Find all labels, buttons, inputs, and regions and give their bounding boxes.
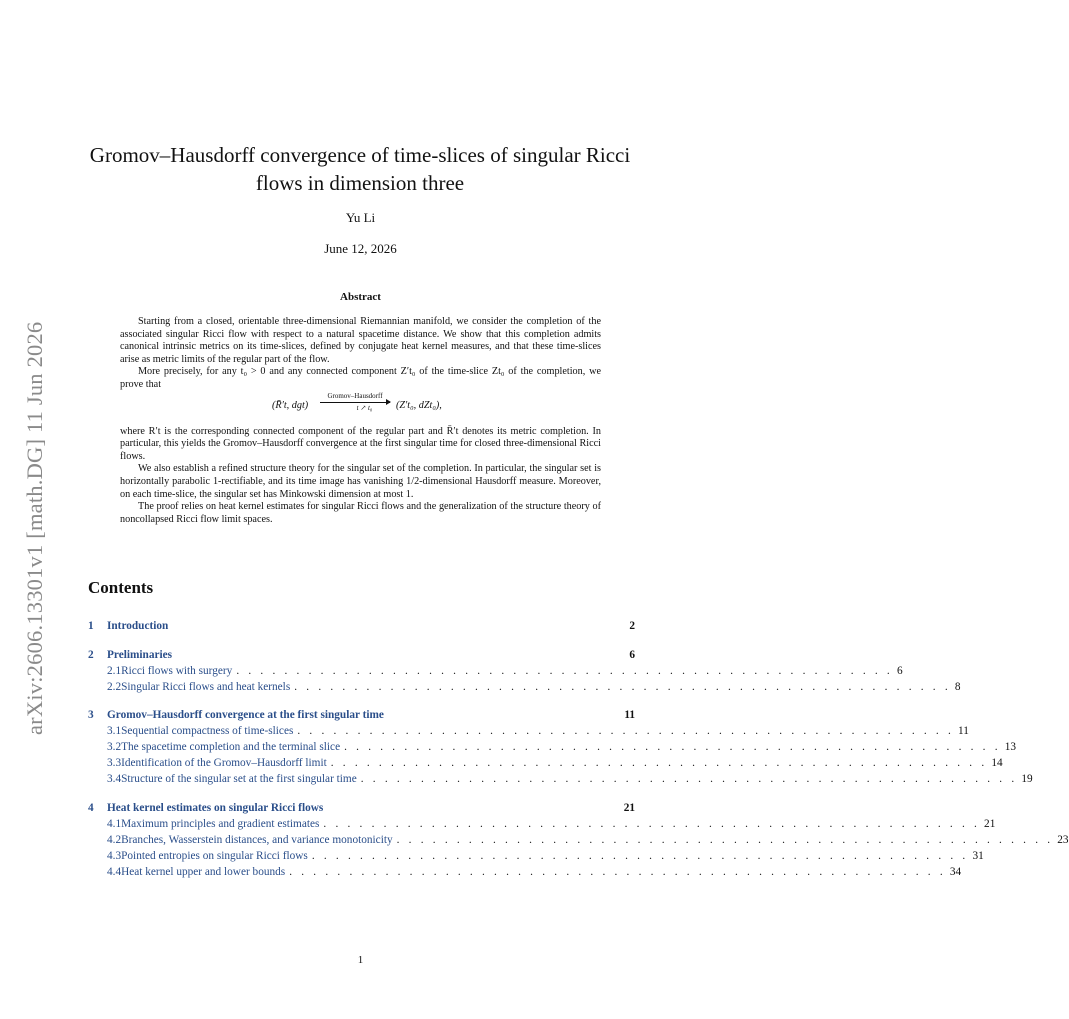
toc-section-3[interactable] xyxy=(88,707,635,723)
toc-leader-dots: . . . . . . . . . . . . . . . . . . . . . . . . . . . . . . . . . . . . . . . . . . . . . . . . . . . . . . . xyxy=(297,725,954,737)
abstract-paragraph-2: More precisely, for any t₀ > 0 and any connected component Z′t₀ of the time-slice Zt₀ of the completion, we prove that xyxy=(120,366,601,390)
toc-subsection-title[interactable]: Heat kernel upper and lower bounds xyxy=(121,865,286,878)
toc-leader-dots: . . . . . . . . . . . . . . . . . . . . . . . . . . . . . . . . . . . . . . . . . . . . . . . . . . . . . . . xyxy=(311,849,969,862)
toc-subsection-page[interactable]: 19 xyxy=(1021,773,1033,785)
toc-subsection-3.2[interactable] xyxy=(88,739,1017,755)
arrow-label: Gromov–Hausdorff xyxy=(327,391,383,400)
toc-subsection-title[interactable]: The spacetime completion and the terminal slice xyxy=(121,741,341,753)
toc-subsection-number: 3.1 xyxy=(107,725,122,737)
equation-arrow xyxy=(320,392,390,420)
toc-subsection-3.3[interactable] xyxy=(88,755,1003,771)
toc-section-title[interactable]: Preliminaries xyxy=(107,648,173,661)
toc-subsection-title[interactable]: Structure of the singular set at the first singular time xyxy=(121,773,357,785)
toc-subsection-4.4[interactable] xyxy=(88,864,962,880)
toc-subsection-page[interactable]: 13 xyxy=(1004,741,1017,753)
arrow-subscript: t ↗ t₀ xyxy=(356,403,373,412)
toc-leader-dots: . . . . . . . . . . . . . . . . . . . . . . . . . . . . . . . . . . . . . . . . . . . . . . . . . . . . . . . xyxy=(330,757,988,769)
toc-section-2[interactable] xyxy=(88,647,635,663)
toc-subsection-2.2[interactable] xyxy=(88,679,961,695)
toc-subsection-page[interactable]: 14 xyxy=(991,757,1003,769)
toc-subsection-page[interactable]: 31 xyxy=(972,849,984,862)
toc-subsection-page[interactable]: 8 xyxy=(954,680,961,693)
toc-subsection-number: 4.3 xyxy=(107,849,122,862)
toc-leader-dots: . . . . . . . . . . . . . . . . . . . . . . . . . . . . . . . . . . . . . . . . . . . . . . . . . . . . . . . xyxy=(344,741,1001,753)
toc-section-number: 2 xyxy=(88,648,94,661)
toc-section-number: 1 xyxy=(88,620,94,632)
toc-subsection-4.1[interactable] xyxy=(88,816,996,832)
abstract-paragraph-4: We also establish a refined structure theory for the singular set of the completion. In particular, the singular set is horizontally parabolic 1-rectifiable, and its time image has vanishing 1/2-dimensional Hausdorff measure. Moreover, on each time-slice, the singular set has Minkowski dimension at most 1. xyxy=(120,463,601,500)
toc-subsection-4.2[interactable] xyxy=(88,832,1069,848)
abstract-paragraph-3: where R′t is the corresponding connected component of the regular part and R̄′t denotes its metric completion. In particular, this yields the Gromov–Hausdorff convergence at the first singular time for closed three-dimensional Ricci flows. xyxy=(120,425,601,462)
abstract xyxy=(120,316,601,526)
toc-leader-dots: . . . . . . . . . . . . . . . . . . . . . . . . . . . . . . . . . . . . . . . . . . . . . . . . . . . . . . . xyxy=(323,817,981,830)
toc-section-page[interactable]: 21 xyxy=(623,801,635,814)
toc-subsection-number: 3.3 xyxy=(107,757,122,769)
toc-leader-dots: . . . . . . . . . . . . . . . . . . . . . . . . . . . . . . . . . . . . . . . . . . . . . . . . . . . . . . . xyxy=(360,773,1018,785)
toc-subsection-title[interactable]: Identification of the Gromov–Hausdorff limit xyxy=(121,757,327,769)
toc-section-title[interactable]: Gromov–Hausdorff convergence at the first singular time xyxy=(107,709,384,721)
table-of-contents xyxy=(88,618,1069,880)
equation-lhs: (R̄′t, dgt) xyxy=(272,399,309,411)
toc-section-number: 4 xyxy=(88,801,94,814)
toc-subsection-3.1[interactable] xyxy=(88,723,969,739)
toc-subsection-number: 4.2 xyxy=(107,833,122,846)
toc-subsection-4.3[interactable] xyxy=(88,848,984,864)
toc-leader-dots: . . . . . . . . . . . . . . . . . . . . . . . . . . . . . . . . . . . . . . . . . . . . . . . . . . . . . . . xyxy=(396,833,1054,846)
toc-section-title[interactable]: Introduction xyxy=(107,620,169,632)
toc-subsection-title[interactable]: Maximum principles and gradient estimates xyxy=(121,817,320,830)
toc-subsection-page[interactable]: 6 xyxy=(896,664,903,677)
author: Yu Li xyxy=(345,210,376,225)
toc-subsection-number: 3.4 xyxy=(107,773,122,785)
toc-subsection-number: 4.1 xyxy=(107,817,122,830)
date: June 12, 2026 xyxy=(324,241,397,256)
abstract-heading: Abstract xyxy=(340,291,381,303)
toc-section-title[interactable]: Heat kernel estimates on singular Ricci flows xyxy=(107,801,324,814)
toc-leader-dots: . . . . . . . . . . . . . . . . . . . . . . . . . . . . . . . . . . . . . . . . . . . . . . . . . . . . . . . xyxy=(294,680,951,693)
paper-title: Gromov–Hausdorff convergence of time-slices of singular Ricci flows in dimension three xyxy=(89,143,631,195)
toc-section-page[interactable]: 2 xyxy=(629,620,635,632)
toc-section-page[interactable]: 11 xyxy=(624,709,635,721)
arrow-line xyxy=(320,402,390,403)
toc-subsection-title[interactable]: Ricci flows with surgery xyxy=(121,664,233,677)
toc-subsection-page[interactable]: 34 xyxy=(949,865,962,878)
display-equation xyxy=(120,392,601,426)
toc-subsection-3.4[interactable] xyxy=(88,771,1033,787)
toc-subsection-number: 2.2 xyxy=(107,680,122,693)
toc-subsection-title[interactable]: Pointed entropies on singular Ricci flows xyxy=(121,849,308,862)
equation-rhs: (Z′t₀, dZt₀), xyxy=(396,399,442,411)
toc-subsection-page[interactable]: 21 xyxy=(984,817,996,830)
abstract-paragraph-1: Starting from a closed, orientable three-dimensional Riemannian manifold, we consider the completion of the associated singular Ricci flow with respect to a natural spacetime distance. We show that this completion admits canonical intrinsic metrics on its time-slices, defined by conjugate heat kernel measures, and that these time-slices arise as metric limits of the regular part of the flow. xyxy=(120,316,601,365)
toc-subsection-page[interactable]: 11 xyxy=(958,725,969,737)
toc-section-1[interactable] xyxy=(88,618,635,634)
arxiv-stamp xyxy=(18,285,58,735)
page-number: 1 xyxy=(357,954,364,966)
toc-subsection-title[interactable]: Branches, Wasserstein distances, and variance monotonicity xyxy=(121,833,393,846)
toc-section-number: 3 xyxy=(88,709,94,721)
arxiv-id: arXiv:2606.13301v1 [math.DG] 11 Jun 2026 xyxy=(22,321,47,735)
toc-subsection-title[interactable]: Sequential compactness of time-slices xyxy=(121,725,294,737)
toc-subsection-number: 2.1 xyxy=(107,664,122,677)
toc-subsection-number: 3.2 xyxy=(107,741,122,753)
toc-section-4[interactable] xyxy=(88,800,635,816)
toc-section-page[interactable]: 6 xyxy=(629,648,635,661)
toc-subsection-page[interactable]: 23 xyxy=(1057,833,1069,846)
toc-subsection-2.1[interactable] xyxy=(88,663,903,679)
abstract-paragraph-5: The proof relies on heat kernel estimates for singular Ricci flows and the generalization of the structure theory of noncollapsed Ricci flow limit spaces. xyxy=(120,501,601,525)
contents-heading: Contents xyxy=(88,578,154,597)
toc-leader-dots: . . . . . . . . . . . . . . . . . . . . . . . . . . . . . . . . . . . . . . . . . . . . . . . . . . . . . . . xyxy=(236,664,893,677)
toc-subsection-number: 4.4 xyxy=(107,865,122,878)
toc-leader-dots: . . . . . . . . . . . . . . . . . . . . . . . . . . . . . . . . . . . . . . . . . . . . . . . . . . . . . . . xyxy=(289,865,946,878)
toc-subsection-title[interactable]: Singular Ricci flows and heat kernels xyxy=(121,680,291,693)
